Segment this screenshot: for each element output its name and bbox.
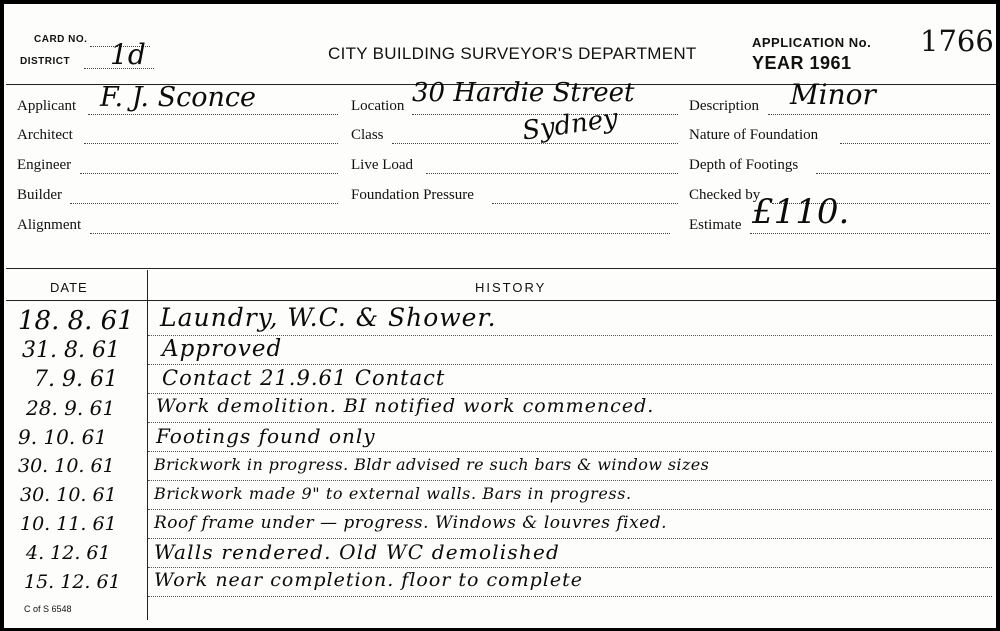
alignment-label: Alignment: [17, 217, 82, 233]
scan-border-top: [0, 0, 1000, 4]
history-row-line: [148, 538, 992, 539]
applicant-value: F. J. Sconce: [100, 82, 256, 113]
history-column-header: HISTORY: [475, 280, 547, 295]
application-label: APPLICATION No.: [752, 35, 872, 50]
history-header-divider: [6, 300, 996, 301]
estimate-line: [750, 233, 990, 234]
description-label: Description: [689, 98, 759, 114]
history-date: 7. 9. 61: [34, 367, 118, 392]
live-load-label: Live Load: [351, 157, 414, 173]
applicant-line: [88, 114, 338, 115]
history-text: Roof frame under — progress. Windows & louvres fixed.: [154, 513, 668, 533]
history-text: Approved: [162, 336, 283, 362]
nature-of-foundation-label: Nature of Foundation: [689, 127, 819, 143]
checked-by-label: Checked by: [689, 187, 761, 203]
depth-of-footings-label: Depth of Footings: [689, 157, 799, 173]
history-text: Work demolition. BI notified work commenced.: [156, 395, 655, 417]
history-date: 15. 12. 61: [24, 571, 121, 593]
history-text: Footings found only: [156, 424, 376, 448]
district-label: DISTRICT: [20, 56, 71, 67]
department-title: CITY BUILDING SURVEYOR'S DEPARTMENT: [328, 44, 697, 63]
depth-of-footings-line: [816, 173, 990, 174]
engineer-line: [80, 173, 338, 174]
history-date: 18. 8. 61: [18, 306, 134, 336]
history-row-line: [148, 509, 992, 510]
scan-border-left: [0, 0, 4, 631]
history-row-line: [148, 596, 992, 597]
builder-line: [70, 203, 338, 204]
estimate-label: Estimate: [689, 217, 742, 233]
history-text: Work near completion. floor to complete: [154, 569, 583, 591]
card-no-label: CARD NO.: [34, 34, 88, 45]
history-date: 28. 9. 61: [26, 396, 116, 420]
history-row-line: [148, 480, 992, 481]
applicant-label: Applicant: [17, 98, 77, 114]
history-row-line: [148, 364, 992, 365]
location-value: 30 Hardie Street: [412, 78, 635, 108]
live-load-line: [426, 173, 678, 174]
nature-of-foundation-line: [840, 143, 990, 144]
engineer-label: Engineer: [17, 157, 72, 173]
date-column-header: DATE: [50, 280, 88, 295]
form-code: C of S 6548: [24, 604, 72, 614]
history-text: Contact 21.9.61 Contact: [162, 366, 446, 390]
scan-border-right: [996, 0, 1000, 631]
description-line: [768, 114, 990, 115]
district-value: 1d: [110, 38, 146, 71]
description-value: Minor: [790, 78, 876, 111]
year-label: YEAR 1961: [752, 53, 852, 73]
history-top-divider: [6, 268, 996, 269]
foundation-pressure-line: [492, 203, 678, 204]
history-date: 10. 11. 61: [20, 513, 117, 535]
foundation-pressure-label: Foundation Pressure: [351, 187, 474, 203]
estimate-value: £110.: [752, 192, 850, 232]
history-row-line: [148, 567, 992, 568]
history-row-line: [148, 451, 992, 452]
history-text: Brickwork in progress. Bldr advised re such bars & window sizes: [154, 455, 710, 474]
history-row-line: [148, 393, 992, 394]
builder-label: Builder: [17, 187, 62, 203]
class-label: Class: [351, 127, 384, 143]
location-label: Location: [351, 98, 405, 114]
history-date: 30. 10. 61: [18, 455, 115, 477]
history-date: 9. 10. 61: [18, 425, 108, 449]
history-text: Laundry, W.C. & Shower.: [160, 303, 497, 332]
history-row-line: [148, 422, 992, 423]
history-date: 4. 12. 61: [26, 542, 111, 564]
location-city: Sydney: [520, 103, 620, 147]
history-text: Walls rendered. Old WC demolished: [154, 540, 560, 564]
application-number: 1766: [920, 24, 994, 58]
history-date: 30. 10. 61: [20, 484, 117, 506]
architect-label: Architect: [17, 127, 73, 143]
architect-line: [84, 143, 338, 144]
history-date: 31. 8. 61: [22, 338, 120, 363]
alignment-line: [90, 233, 670, 234]
history-text: Brickwork made 9" to external walls. Bars in progress.: [154, 484, 632, 503]
